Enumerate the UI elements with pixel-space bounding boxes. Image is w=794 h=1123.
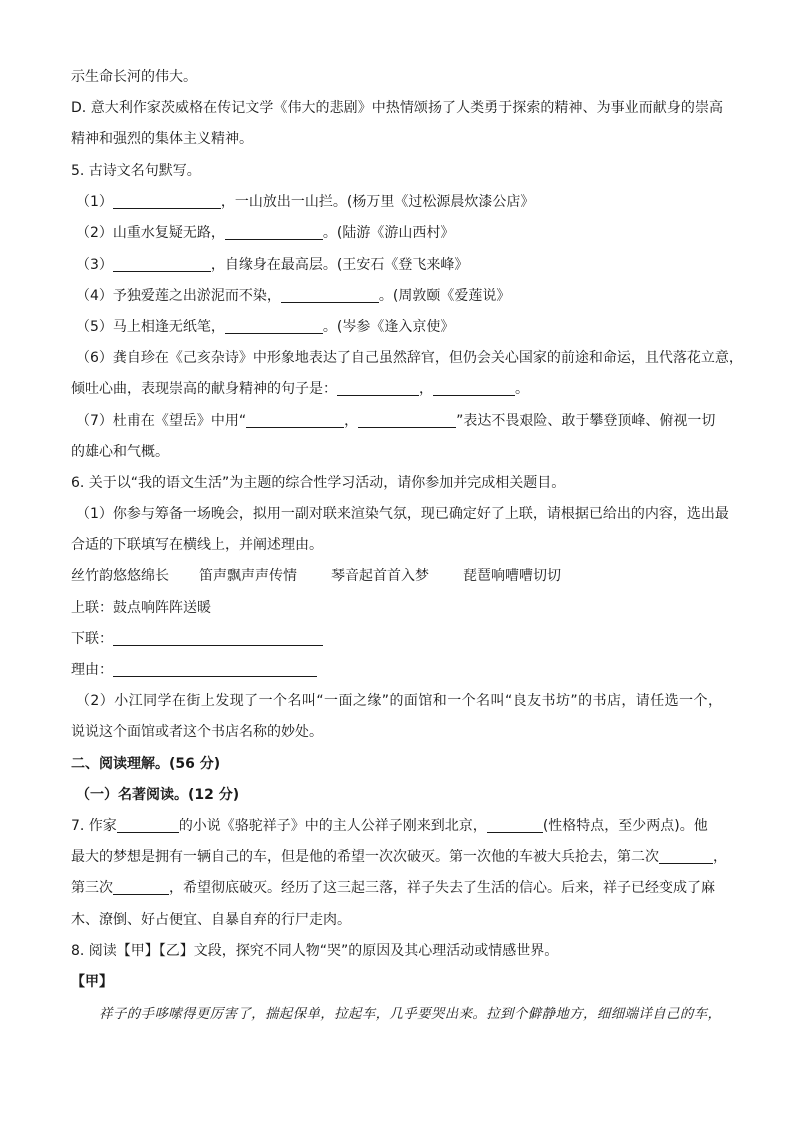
answer-blank[interactable] <box>117 817 179 833</box>
question-5-heading: 5. 古诗文名句默写。 <box>71 163 201 179</box>
passage-jia-label: 【甲】 <box>71 974 113 990</box>
option-d-line1: D. 意大利作家茨威格在传记文学《伟大的悲剧》中热情颂扬了人类勇于探索的精神、为事业而献身的崇高 <box>71 100 723 116</box>
poem-item-2: （2）山重水复疑无路， 。(陆游《游山西村》 <box>76 225 455 241</box>
question-6-heading: 6. 关于以“我的语文生活”为主题的综合性学习活动，请你参加并完成相关题目。 <box>71 475 566 491</box>
answer-blank[interactable] <box>358 412 456 428</box>
answer-blank[interactable] <box>113 879 169 895</box>
answer-blank[interactable] <box>246 412 344 428</box>
reason-row: 理由： <box>71 660 317 680</box>
question-6-1-line2: 合适的下联填写在横线上，并阐述理由。 <box>71 537 323 553</box>
upper-couplet: 上联：鼓点响阵阵送暖 <box>71 600 211 616</box>
couplet-option: 丝竹韵悠悠绵长 <box>71 568 169 584</box>
couplet-option: 琵琶响嘈嘈切切 <box>463 568 561 584</box>
answer-blank[interactable] <box>281 287 379 303</box>
answer-blank[interactable] <box>433 380 515 396</box>
answer-blank[interactable] <box>113 256 211 272</box>
poem-item-1: （1） ，一山放出一山拦。(杨万里《过松源晨炊漆公店》 <box>76 194 535 210</box>
poem-item-4: （4）予独爱莲之出淤泥而不染， 。(周敦颐《爱莲说》 <box>76 288 511 304</box>
poem-item-6-line2: 倾吐心曲，表现崇高的献身精神的句子是： ， 。 <box>71 381 529 397</box>
option-d-line2: 精神和强烈的集体主义精神。 <box>71 131 253 147</box>
answer-blank[interactable] <box>659 848 713 864</box>
question-7-line2: 最大的梦想是拥有一辆自己的车，但是他的希望一次次破灭。第一次他的车被大兵抢去，第二次 ， <box>71 849 727 865</box>
couplet-options <box>71 566 561 586</box>
answer-blank[interactable] <box>487 817 543 833</box>
lower-couplet-row: 下联： <box>71 629 323 649</box>
question-7-line1: 7. 作家 的小说《骆驼祥子》中的主人公祥子刚来到北京， (性格特点，至少两点)。他 <box>71 818 708 834</box>
poem-item-5: （5）马上相逢无纸笔， 。(岑参《逢入京使》 <box>76 319 455 335</box>
answer-blank[interactable] <box>337 380 419 396</box>
couplet-option: 笛声飘声声传情 <box>199 568 297 584</box>
section-2-heading: 二、阅读理解。(56 分) <box>71 756 221 772</box>
reason-blank[interactable] <box>113 661 317 677</box>
question-6-2-line2: 说说这个面馆或者这个书店名称的妙处。 <box>71 724 323 740</box>
poem-item-6-line1: （6）龚自珍在《己亥杂诗》中形象地表达了自己虽然辞官，但仍会关心国家的前途和命运，且代落花立意， <box>76 350 743 366</box>
section-2-1-heading: （一）名著阅读。(12 分) <box>76 787 240 803</box>
poem-item-3: （3） ，自缘身在最高层。(王安石《登飞来峰》 <box>76 257 469 273</box>
question-7-line3: 第三次 ，希望彻底破灭。经历了这三起三落，祥子失去了生活的信心。后来，祥子已经变成了麻 <box>71 880 715 896</box>
answer-blank[interactable] <box>113 193 221 209</box>
text-line: 示生命长河的伟大。 <box>71 69 197 85</box>
lower-couplet-blank[interactable] <box>113 630 323 646</box>
passage-jia-text: 祥子的手哆嗦得更厉害了，揣起保单，拉起车，几乎要哭出来。拉到个僻静地方，细细端详自己的车， <box>99 1006 721 1022</box>
answer-blank[interactable] <box>225 318 323 334</box>
question-6-1-line1: （1）你参与筹备一场晚会，拟用一副对联来渲染气氛，现已确定好了上联，请根据已给出的内容，选出最 <box>76 506 729 522</box>
question-8-heading: 8. 阅读【甲】【乙】文段，探究不同人物“哭”的原因及其心理活动或情感世界。 <box>71 943 559 959</box>
question-7-line4: 木、潦倒、好占便宜、自暴自弃的行尸走肉。 <box>71 912 351 928</box>
question-6-2-line1: （2）小江同学在街上发现了一个名叫“一面之缘”的面馆和一个名叫“良友书坊”的书店，请任选一个， <box>76 693 722 709</box>
poem-item-7-line1: （7）杜甫在《望岳》中用“ ， ”表达不畏艰险、敢于攀登顶峰、俯视一切 <box>76 413 716 429</box>
couplet-option: 琴音起首首入梦 <box>331 568 429 584</box>
poem-item-7-line2: 的雄心和气概。 <box>71 444 169 460</box>
answer-blank[interactable] <box>225 224 323 240</box>
